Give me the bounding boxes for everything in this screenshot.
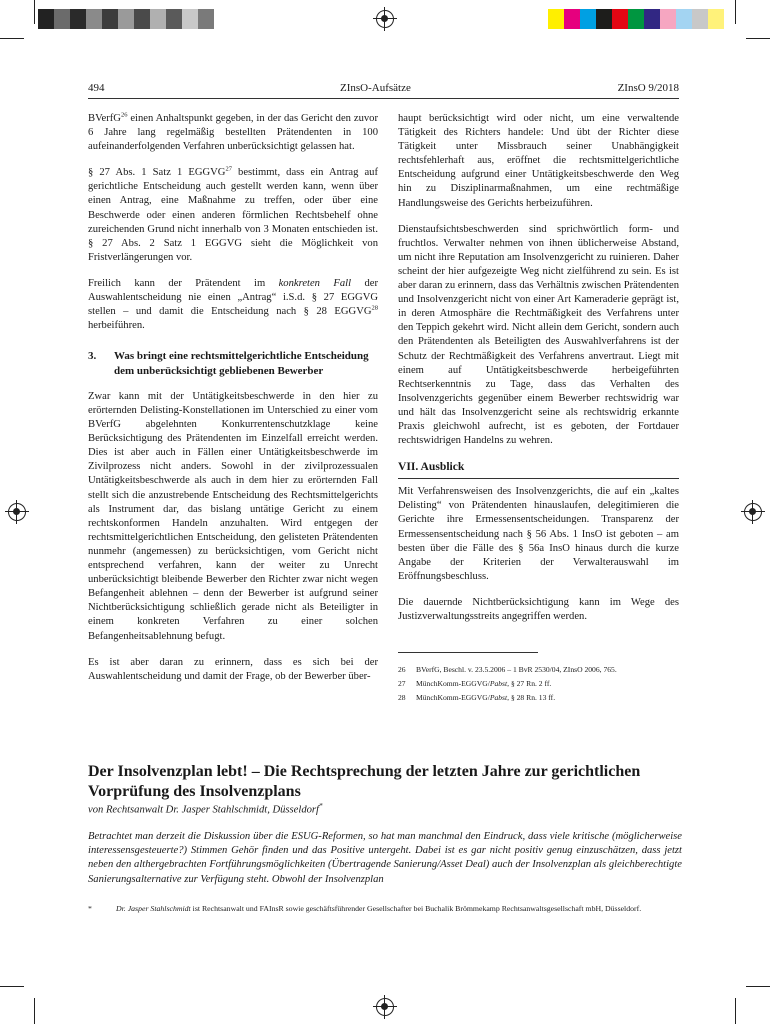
footnote-ref[interactable]: 26 xyxy=(120,111,128,119)
footnote-number: * xyxy=(88,904,92,913)
process-color-bar xyxy=(548,9,724,29)
color-swatch xyxy=(676,9,692,29)
article-author: von Rechtsanwalt Dr. Jasper Stahlschmidt, Düsseldorf* xyxy=(88,802,323,816)
article-title: Der Insolvenzplan lebt! – Die Rechtsprechung der letzten Jahre zur gerichtlichen Vorprüfung des Insolvenzplans xyxy=(88,763,641,800)
footnote-text: BVerfG, Beschl. v. 23.5.2006 – 1 BvR 2530/04, ZInsO 2006, 765. xyxy=(416,665,617,675)
footnote-number: 28 xyxy=(398,693,406,703)
color-swatch xyxy=(150,9,166,29)
footnote xyxy=(398,663,679,677)
running-section-title: ZInsO-Aufsätze xyxy=(340,82,411,94)
section-heading-3 xyxy=(88,349,378,378)
right-column xyxy=(398,112,679,705)
color-swatch xyxy=(166,9,182,29)
color-swatch xyxy=(548,9,564,29)
crop-mark-bottom-left-v xyxy=(34,998,35,1024)
footnote-text: MünchKomm-EGGVG/Pabst, § 27 Rn. 2 ff. xyxy=(416,679,552,689)
crop-mark-top-left xyxy=(0,38,24,39)
paragraph: § 27 Abs. 1 Satz 1 EGGVG$^{27}$ bestimmt, dass ein Antrag auf gerichtliche Entscheidung auch gestellt werden kann, wenn über einen Antrag, eine Maßnahme zu treffen, oder über eine Beschwerde oder einen anderen förmlichen Rechtsbehelf ohne zureichenden Grund nicht innerhalb von 3 Monaten entschieden ist. § 27 Abs. 2 Satz 1 EGGVG sieht die Möglichkeit von Fristverlängerungen vor. xyxy=(88,165,378,263)
color-swatch xyxy=(644,9,660,29)
color-swatch xyxy=(612,9,628,29)
journal-issue: ZInsO 9/2018 xyxy=(617,82,679,94)
color-swatch xyxy=(118,9,134,29)
paragraph: Freilich kann der Prätendent im konkreten Fall der Auswahlentscheidung nie einen „Antrag“ i.S.d. § 27 EGGVG stellen – und damit die Entscheidung nach § 28 EGGVG$^{28}$ herbeiführen. xyxy=(88,277,378,332)
registration-mark-top-icon xyxy=(376,10,394,28)
registration-mark-right-icon xyxy=(744,503,762,521)
paragraph: haupt berücksichtigt wird oder nicht, um eine verwaltende Tätigkeit des Richters handele: Und übt der Richter diese Tätigkeit unter Missbrauch seiner Unabhängigkeit rechtsfehlerhaft aus, eröffnet die rechtsmittelgerichtliche Entscheidung aufgrund einer Untätigkeitsbeschwerde den Weg hin zu Disziplinarmaßnahmen, um eine rechtmäßige Handlungsweise des Gerichts herbeizuführen. xyxy=(398,113,679,209)
registration-mark-left-icon xyxy=(8,503,26,521)
color-swatch xyxy=(628,9,644,29)
paragraph: Zwar kann mit der Untätigkeitsbeschwerde in den hier zu erörternden Delisting-Konstellationen im Unterschied zu einer vom BVerfG abgelehnten Konkurrentenschutzklage keine Berücksichtigung des Prätendenten im Einzelfall erreicht werden. Dies ist aber auch in Fällen einer Untätigkeitsbeschwerde im Zivilprozess nicht anders. Sowohl in der zivilprozessualen Untätigkeitsbeschwerde als auch in dem hier zu erörternden Fall stellt sich die anzustrebende Entscheidung des Rechtsmittelgerichts als Instrument dar, das bislang untätige Gericht zu einem rechtskonformen Handeln anzuhalten. Wird entgegen der rechtsmittelgerichtlichen Entscheidung, den gelisteten Prätendenten nunmehr (angemessen) zu berücksichtigen, vom Gericht nicht entsprechend verfahren, kann der weiter zu Unrecht unberücksichtigt bleibende Bewerber den Richter zwar nicht wegen Befangenheit ablehnen – denn der Bewerber ist aufgrund seiner Nichtberücksichtigung schließlich gerade nicht als Beteiligter in einem konkreten Verfahren zu einer solchen Befangenheitsablehnung befugt. xyxy=(88,390,378,642)
footnote-ref[interactable]: 28 xyxy=(371,304,378,312)
footnote-number: 26 xyxy=(398,665,406,675)
heading-rule xyxy=(398,478,679,479)
footnote xyxy=(398,691,679,705)
footnote-number: 27 xyxy=(398,679,406,689)
footnote-rule xyxy=(398,652,538,653)
author-footnote xyxy=(88,903,679,916)
paragraph: Die dauernde Nichtberücksichtigung kann im Wege des Justizverwaltungsstreits angegriffen werden. xyxy=(398,596,679,622)
page-number: 494 xyxy=(88,82,105,94)
footnote-text: Dr. Jasper Stahlschmidt ist Rechtsanwalt und FAInsR sowie geschäftsführender Gesellschafter bei Buchalik Brömmekamp Rechtsanwaltsgesellschaft mbH, Düsseldorf. xyxy=(116,904,642,913)
color-swatch xyxy=(70,9,86,29)
footnote-ref[interactable]: 27 xyxy=(225,165,232,173)
color-swatch xyxy=(580,9,596,29)
color-swatch xyxy=(86,9,102,29)
color-swatch xyxy=(660,9,676,29)
paragraph: BVerfG$^{26}$ einen Anhaltspunkt gegeben, in der das Gericht den zuvor 6 Jahre lang regelmäßig bestellten Prätendenten in 100 aufeinanderfolgenden Verfahren unberücksichtigt gelassen hat. xyxy=(88,111,378,153)
paragraph: Es ist aber daran zu erinnern, dass es sich bei der Auswahlentscheidung und damit der Frage, ob der Bewerber über- xyxy=(88,656,378,682)
color-swatch xyxy=(692,9,708,29)
footnote-list xyxy=(398,663,679,705)
crop-mark-bottom-left xyxy=(0,986,24,987)
heading-number: 3. xyxy=(88,350,97,363)
crop-mark-top-left-v xyxy=(34,0,35,24)
heading-text: Was bringt eine rechtsmittelgerichtliche Entscheidung dem unberücksichtigt gebliebenen Bewerber xyxy=(114,350,369,377)
crop-mark-top-right-v xyxy=(735,0,736,24)
color-swatch xyxy=(708,9,724,29)
header-rule xyxy=(88,98,679,99)
footnote xyxy=(398,677,679,691)
color-swatch xyxy=(38,9,54,29)
crop-mark-top-right xyxy=(746,38,770,39)
color-swatch xyxy=(596,9,612,29)
crop-mark-bottom-right-v xyxy=(735,998,736,1024)
crop-mark-bottom-right xyxy=(746,986,770,987)
color-swatch xyxy=(198,9,214,29)
paragraph: Mit Verfahrensweisen des Insolvenzgerichts, die auf ein „kaltes Delisting“ von Prätendenten hinauslaufen, delegitimieren die Gerichte ihre Ermessensentscheidungen. Transparenz der Ermessensentscheidung nach § 56 Abs. 1 InsO ist geboten – am besten über die Fälle des § 56a InsO hinaus durch die kurze Angabe der Kriterien der Verwalterauswahl im Eröffnungsbeschluss. xyxy=(398,486,679,582)
left-column xyxy=(88,112,378,696)
footnote-ref[interactable]: * xyxy=(319,802,323,810)
color-swatch xyxy=(54,9,70,29)
color-swatch xyxy=(564,9,580,29)
article-abstract: Betrachtet man derzeit die Diskussion über die ESUG-Reformen, so hat man manchmal den Eindruck, dass viele kritische (möglicherweise interessensgesteuerte?) Stimmen Gehör finden und das Positive untergeht. Dabei ist es gar nicht positiv genug einzuschätzen, dass jetzt neben den althergebrachten Fortführungsmöglichkeiten (Übertragende Sanierung/Asset Deal) auch der Insolvenzplan als gleichberechtigte Sanierungsalternative zur Verfügung steht. Obwohl der Insolvenzplan xyxy=(88,831,682,885)
footnote-text: MünchKomm-EGGVG/Pabst, § 28 Rn. 13 ff. xyxy=(416,693,556,703)
color-swatch xyxy=(182,9,198,29)
paragraph: Dienstaufsichtsbeschwerden sind sprichwörtlich form- und fruchtlos. Verwalter nehmen von ihnen üblicherweise Abstand, um nicht ihre Reputation am Insolvenzgericht zu ruinieren. Daher scheint der hier aufgezeigte Weg nicht zielführend zu sein. Es ist aber daran zu erinnern, dass das Verhältnis zwischen Prätendenten und Insolvenzgericht nicht von einer Art Kameraderie geprägt ist, in deren Atmosphäre die Rechtmäßigkeit des Verfahrens unter den Teppich gekehrt wird. Nicht allein dem Gericht, sondern auch den Prätendenten als Beteiligten des Auswahlverfahrens ist der Schutz der Rechtmäßigkeit des Verfahrens anvertraut. Liegt mit einem auf Untätigkeitsbeschwerde herbeigeführten Rechtserkenntnis zu Tage, dass das Verhalten des Insolvenzgerichts gegenüber einem Bewerber rechtswidrig war und hält das Insolvenzgericht seine als rechtswidrig erkannte Praxis gleichwohl aufrecht, ist es geboten, der Fortdauer rechtswidrigen Handelns zu wehren. xyxy=(398,223,679,447)
section-heading-ausblick: VII. Ausblick xyxy=(398,460,465,474)
color-swatch xyxy=(102,9,118,29)
color-swatch xyxy=(134,9,150,29)
grayscale-color-bar xyxy=(38,9,214,29)
registration-mark-bottom-icon xyxy=(376,998,394,1016)
